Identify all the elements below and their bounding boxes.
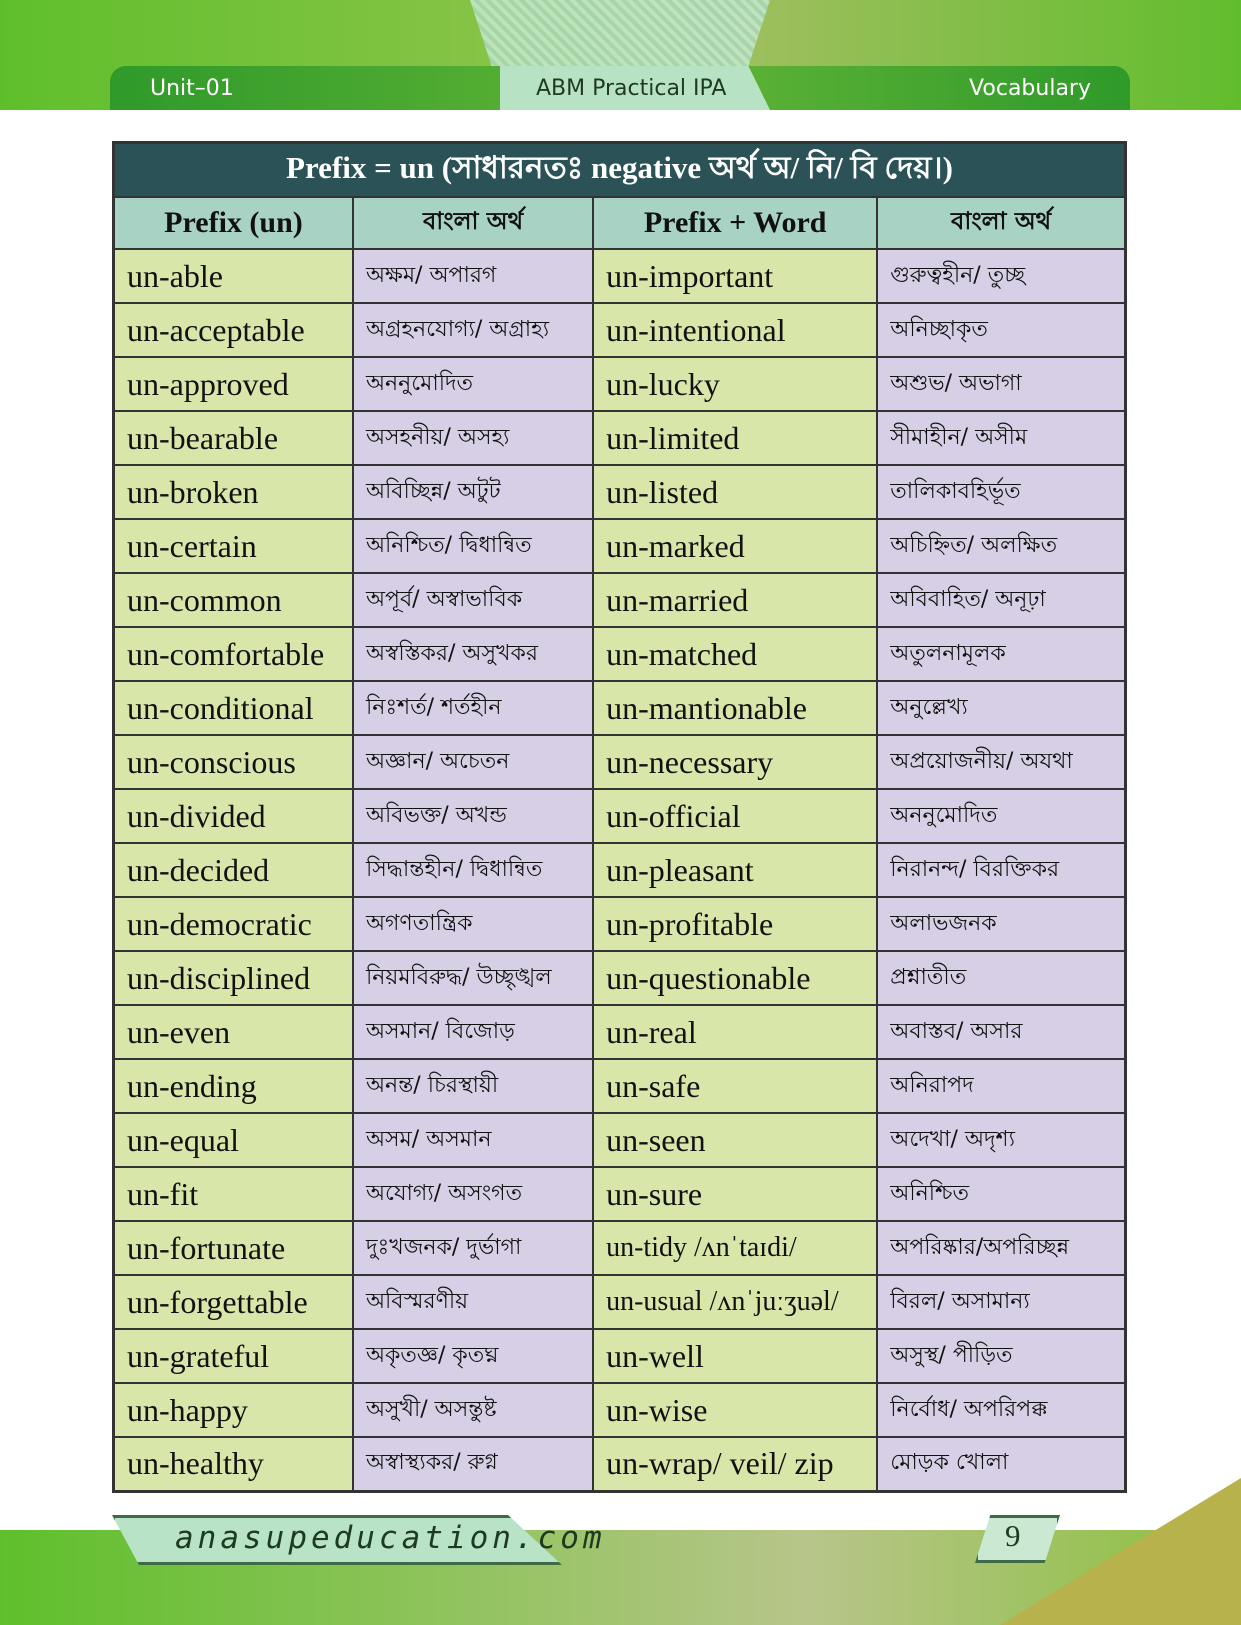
table-row <box>114 249 1126 303</box>
table-row <box>114 1437 1126 1491</box>
column-header-prefix: Prefix (un) <box>114 197 353 249</box>
cell-bangla-meaning: সিদ্ধান্তহীন/ দ্বিধান্বিত <box>353 843 593 897</box>
cell-prefix-word: un-broken <box>114 465 353 519</box>
cell-prefix-word: un-forgettable <box>114 1275 353 1329</box>
table-row <box>114 303 1126 357</box>
cell-bangla-meaning: দুঃখজনক/ দুর্ভাগা <box>353 1221 593 1275</box>
cell-bangla-meaning: অননুমোদিত <box>353 357 593 411</box>
cell-prefix-plus-word: un-marked <box>593 519 877 573</box>
section-label: Vocabulary <box>969 76 1091 101</box>
cell-prefix-plus-word: un-official <box>593 789 877 843</box>
cell-bangla-meaning: অপূর্ব/ অস্বাভাবিক <box>353 573 593 627</box>
table-body <box>114 249 1126 1491</box>
table-row <box>114 1221 1126 1275</box>
cell-prefix-word: un-grateful <box>114 1329 353 1383</box>
table-row <box>114 627 1126 681</box>
cell-prefix-word: un-conscious <box>114 735 353 789</box>
cell-prefix-plus-word: un-tidy /ʌnˈtaɪdi/ <box>593 1221 877 1275</box>
table-row <box>114 1167 1126 1221</box>
cell-prefix-plus-word: un-married <box>593 573 877 627</box>
cell-prefix-plus-word: un-safe <box>593 1059 877 1113</box>
cell-bangla-meaning: নিয়মবিরুদ্ধ/ উচ্ছৃঙ্খল <box>353 951 593 1005</box>
cell-prefix-word: un-certain <box>114 519 353 573</box>
book-title: ABM Practical IPA <box>536 76 727 101</box>
cell-bangla-meaning: অবিবাহিত/ অনূঢ়া <box>877 573 1125 627</box>
table-row <box>114 1059 1126 1113</box>
table-row <box>114 357 1126 411</box>
cell-bangla-meaning: অবিভক্ত/ অখন্ড <box>353 789 593 843</box>
cell-prefix-plus-word: un-wise <box>593 1383 877 1437</box>
cell-bangla-meaning: অবাস্তব/ অসার <box>877 1005 1125 1059</box>
cell-bangla-meaning: অবিচ্ছিন্ন/ অটুট <box>353 465 593 519</box>
table-row <box>114 1329 1126 1383</box>
cell-prefix-word: un-bearable <box>114 411 353 465</box>
cell-prefix-word: un-fortunate <box>114 1221 353 1275</box>
cell-prefix-plus-word: un-well <box>593 1329 877 1383</box>
cell-prefix-word: un-equal <box>114 1113 353 1167</box>
table-row <box>114 681 1126 735</box>
cell-bangla-meaning: নিরানন্দ/ বিরক্তিকর <box>877 843 1125 897</box>
cell-bangla-meaning: অগণতান্ত্রিক <box>353 897 593 951</box>
table-row <box>114 951 1126 1005</box>
cell-bangla-meaning: অসহনীয়/ অসহ্য <box>353 411 593 465</box>
cell-bangla-meaning: অক্ষম/ অপারগ <box>353 249 593 303</box>
cell-prefix-plus-word: un-questionable <box>593 951 877 1005</box>
cell-bangla-meaning: অশুভ/ অভাগা <box>877 357 1125 411</box>
cell-bangla-meaning: অপরিষ্কার/অপরিচ্ছন্ন <box>877 1221 1125 1275</box>
cell-prefix-word: un-happy <box>114 1383 353 1437</box>
cell-bangla-meaning: অনুল্লেখ্য <box>877 681 1125 735</box>
cell-prefix-word: un-comfortable <box>114 627 353 681</box>
table-row <box>114 1113 1126 1167</box>
cell-bangla-meaning: অযোগ্য/ অসংগত <box>353 1167 593 1221</box>
cell-bangla-meaning: অসুখী/ অসন্তুষ্ট <box>353 1383 593 1437</box>
cell-bangla-meaning: নিঃশর্ত/ শর্তহীন <box>353 681 593 735</box>
table-row <box>114 573 1126 627</box>
cell-bangla-meaning: অনিরাপদ <box>877 1059 1125 1113</box>
cell-bangla-meaning: অনিশ্চিত/ দ্বিধান্বিত <box>353 519 593 573</box>
cell-prefix-word: un-decided <box>114 843 353 897</box>
cell-bangla-meaning: গুরুত্বহীন/ তুচ্ছ <box>877 249 1125 303</box>
cell-prefix-plus-word: un-wrap/ veil/ zip <box>593 1437 877 1491</box>
cell-bangla-meaning: তালিকাবহির্ভূত <box>877 465 1125 519</box>
cell-prefix-plus-word: un-lucky <box>593 357 877 411</box>
table-row <box>114 1005 1126 1059</box>
cell-bangla-meaning: সীমাহীন/ অসীম <box>877 411 1125 465</box>
cell-bangla-meaning: নির্বোধ/ অপরিপক্ক <box>877 1383 1125 1437</box>
prefix-vocabulary-table <box>112 141 1127 1493</box>
cell-prefix-plus-word: un-real <box>593 1005 877 1059</box>
cell-bangla-meaning: অনিশ্চিত <box>877 1167 1125 1221</box>
cell-bangla-meaning: অননুমোদিত <box>877 789 1125 843</box>
table-row <box>114 1383 1126 1437</box>
cell-prefix-word: un-approved <box>114 357 353 411</box>
cell-prefix-plus-word: un-limited <box>593 411 877 465</box>
unit-label: Unit–01 <box>150 76 234 101</box>
cell-prefix-plus-word: un-intentional <box>593 303 877 357</box>
cell-bangla-meaning: অজ্ঞান/ অচেতন <box>353 735 593 789</box>
cell-bangla-meaning: অকৃতজ্ঞ/ কৃতঘ্ন <box>353 1329 593 1383</box>
cell-bangla-meaning: অসম/ অসমান <box>353 1113 593 1167</box>
cell-bangla-meaning: অস্বস্তিকর/ অসুখকর <box>353 627 593 681</box>
cell-bangla-meaning: অগ্রহনযোগ্য/ অগ্রাহ্য <box>353 303 593 357</box>
table-title: Prefix = un (সাধারনতঃ negative অর্থ অ/ নি/ বি দেয়।) <box>114 143 1126 198</box>
cell-bangla-meaning: অলাভজনক <box>877 897 1125 951</box>
cell-bangla-meaning: অদেখা/ অদৃশ্য <box>877 1113 1125 1167</box>
cell-prefix-plus-word: un-listed <box>593 465 877 519</box>
cell-bangla-meaning: অসমান/ বিজোড় <box>353 1005 593 1059</box>
table-row <box>114 897 1126 951</box>
cell-prefix-plus-word: un-important <box>593 249 877 303</box>
table-row <box>114 789 1126 843</box>
cell-prefix-word: un-healthy <box>114 1437 353 1491</box>
column-header-bangla-meaning-2: বাংলা অর্থ <box>877 197 1125 249</box>
cell-bangla-meaning: অস্বাস্থ্যকর/ রুগ্ন <box>353 1437 593 1491</box>
table-row <box>114 735 1126 789</box>
cell-bangla-meaning: অচিহ্নিত/ অলক্ষিত <box>877 519 1125 573</box>
table-row <box>114 843 1126 897</box>
table-row <box>114 465 1126 519</box>
cell-bangla-meaning: বিরল/ অসামান্য <box>877 1275 1125 1329</box>
cell-prefix-plus-word: un-necessary <box>593 735 877 789</box>
cell-prefix-word: un-acceptable <box>114 303 353 357</box>
column-header-bangla-meaning: বাংলা অর্থ <box>353 197 593 249</box>
cell-prefix-plus-word: un-profitable <box>593 897 877 951</box>
cell-prefix-word: un-able <box>114 249 353 303</box>
cell-bangla-meaning: অনিচ্ছাকৃত <box>877 303 1125 357</box>
cell-prefix-word: un-disciplined <box>114 951 353 1005</box>
cell-bangla-meaning: অবিস্মরণীয় <box>353 1275 593 1329</box>
cell-prefix-plus-word: un-sure <box>593 1167 877 1221</box>
cell-bangla-meaning: অতুলনামূলক <box>877 627 1125 681</box>
cell-prefix-word: un-even <box>114 1005 353 1059</box>
website-link[interactable]: anasupeducation.com <box>175 1520 606 1556</box>
cell-prefix-plus-word: un-seen <box>593 1113 877 1167</box>
cell-bangla-meaning: মোড়ক খোলা <box>877 1437 1125 1491</box>
column-header-prefix-word: Prefix + Word <box>593 197 877 249</box>
cell-bangla-meaning: অনন্ত/ চিরস্থায়ী <box>353 1059 593 1113</box>
cell-bangla-meaning: প্রশ্নাতীত <box>877 951 1125 1005</box>
table-row <box>114 1275 1126 1329</box>
cell-prefix-word: un-conditional <box>114 681 353 735</box>
cell-prefix-plus-word: un-usual /ʌnˈjuːʒuəl/ <box>593 1275 877 1329</box>
cell-prefix-word: un-common <box>114 573 353 627</box>
cell-bangla-meaning: অসুস্থ/ পীড়িত <box>877 1329 1125 1383</box>
page-number: 9 <box>1005 1518 1021 1553</box>
cell-prefix-plus-word: un-mantionable <box>593 681 877 735</box>
cell-prefix-word: un-divided <box>114 789 353 843</box>
cell-prefix-word: un-ending <box>114 1059 353 1113</box>
cell-prefix-plus-word: un-pleasant <box>593 843 877 897</box>
cell-bangla-meaning: অপ্রয়োজনীয়/ অযথা <box>877 735 1125 789</box>
cell-prefix-word: un-democratic <box>114 897 353 951</box>
cell-prefix-plus-word: un-matched <box>593 627 877 681</box>
table-row <box>114 519 1126 573</box>
cell-prefix-word: un-fit <box>114 1167 353 1221</box>
table-row <box>114 411 1126 465</box>
